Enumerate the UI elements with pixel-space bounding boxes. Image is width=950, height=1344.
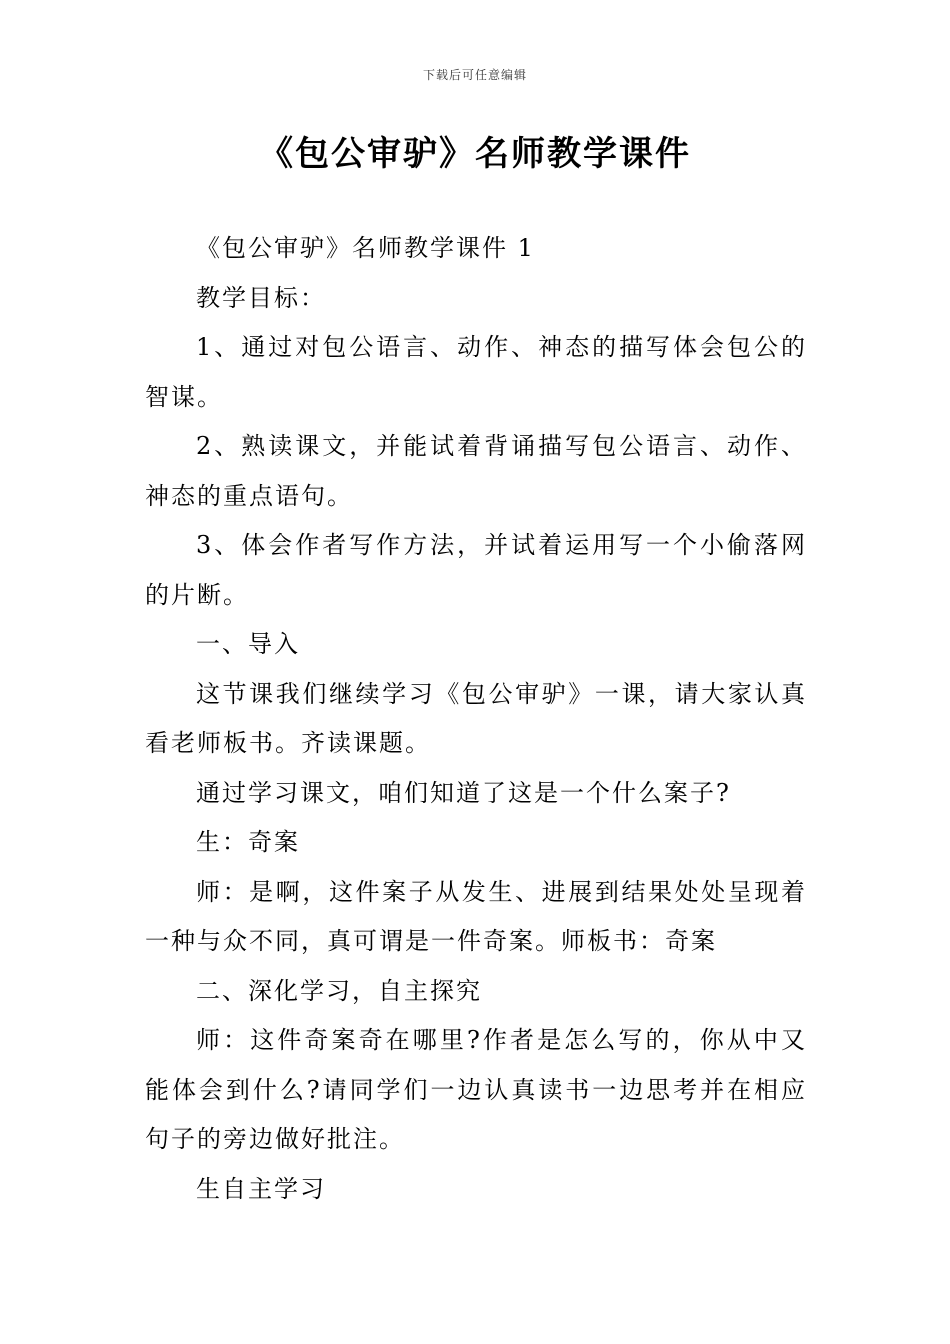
- objective-item-1: 1、通过对包公语言、动作、神态的描写体会包公的智谋。: [145, 333, 807, 411]
- student-activity: 生自主学习: [196, 1174, 326, 1203]
- document-title: 《包公审驴》名师教学课件: [259, 134, 691, 174]
- section-heading-intro: 一、导入: [196, 630, 300, 658]
- body-paragraph: 通过学习课文，咱们知道了这是一个什么案子?: [196, 778, 731, 807]
- section-heading-objectives: 教学目标：: [196, 283, 326, 312]
- objective-item-2: 2、熟读课文，并能试着背诵描写包公语言、动作、神态的重点语句。: [145, 432, 807, 510]
- teacher-remark: 师：是啊，这件案子从发生、进展到结果处处呈现着一种与众不同，真可谓是一件奇案。师板书：奇案: [145, 877, 807, 955]
- teacher-remark: 师：这件奇案奇在哪里?作者是怎么写的，你从中又能体会到什么?请同学们一边认真读书一边思考并在相应句子的旁边做好批注。: [145, 1026, 807, 1153]
- page-header-note: 下载后可任意编辑: [422, 68, 527, 82]
- body-paragraph: 这节课我们继续学习《包公审驴》一课，请大家认真看老师板书。齐读课题。: [145, 679, 807, 757]
- section-heading-explore: 二、深化学习，自主探究: [196, 976, 482, 1005]
- subtitle-paragraph: 《包公审驴》名师教学课件 1: [196, 234, 535, 262]
- objective-item-3: 3、体会作者写作方法，并试着运用写一个小偷落网的片断。: [145, 531, 807, 609]
- student-reply: 生：奇案: [196, 828, 300, 856]
- document-body: [145, 224, 807, 1214]
